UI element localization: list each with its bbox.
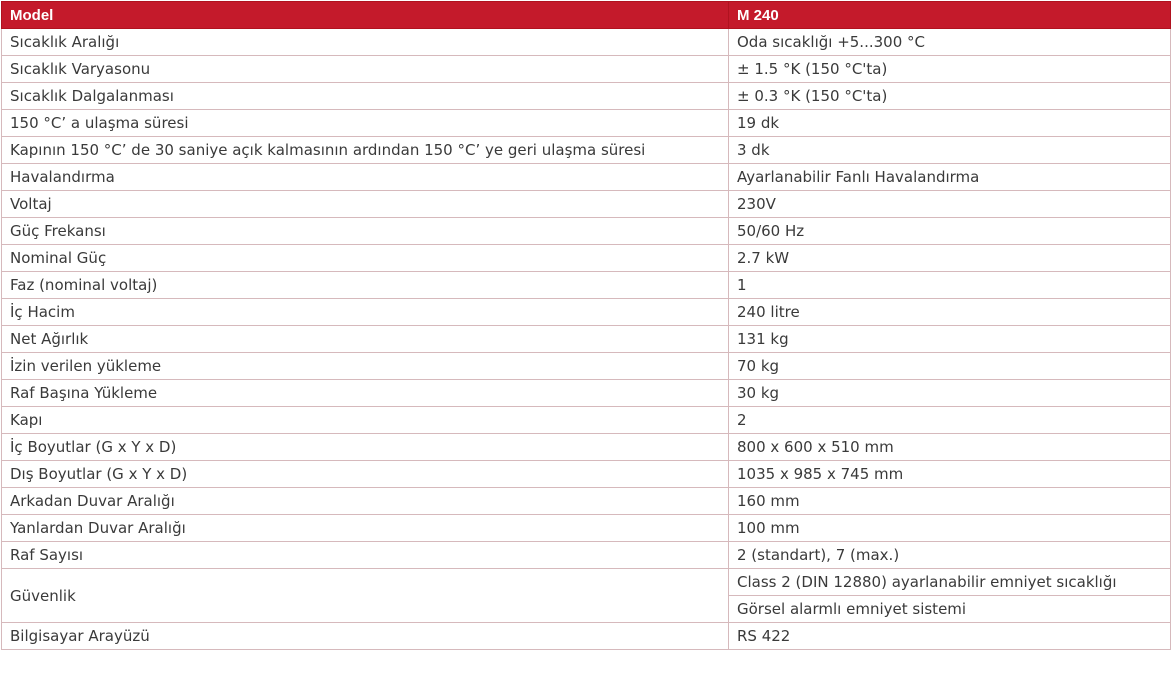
spec-table	[1, 1, 1171, 650]
row-label: Sıcaklık Dalgalanması	[2, 83, 729, 110]
table-row-security	[2, 569, 1171, 596]
row-value: 19 dk	[729, 110, 1171, 137]
table-row	[2, 110, 1171, 137]
row-value: 131 kg	[729, 326, 1171, 353]
table-row	[2, 83, 1171, 110]
row-label: Nominal Güç	[2, 245, 729, 272]
table-row	[2, 380, 1171, 407]
row-value: 30 kg	[729, 380, 1171, 407]
row-value: ± 1.5 °K (150 °C'ta)	[729, 56, 1171, 83]
table-row	[2, 29, 1171, 56]
header-model-label: Model	[2, 2, 729, 29]
spec-table-header	[2, 2, 1171, 29]
spec-table-body	[2, 29, 1171, 650]
table-row	[2, 164, 1171, 191]
row-label: Yanlardan Duvar Aralığı	[2, 515, 729, 542]
row-value: Oda sıcaklığı +5...300 °C	[729, 29, 1171, 56]
row-value: 50/60 Hz	[729, 218, 1171, 245]
table-row	[2, 461, 1171, 488]
row-label: Kapının 150 °C’ de 30 saniye açık kalmasının ardından 150 °C’ ye geri ulaşma süresi	[2, 137, 729, 164]
row-value: ± 0.3 °K (150 °C'ta)	[729, 83, 1171, 110]
table-row	[2, 515, 1171, 542]
row-label: Havalandırma	[2, 164, 729, 191]
row-value: 1	[729, 272, 1171, 299]
row-label: İzin verilen yükleme	[2, 353, 729, 380]
row-label: Raf Sayısı	[2, 542, 729, 569]
row-label: Raf Başına Yükleme	[2, 380, 729, 407]
table-row	[2, 299, 1171, 326]
row-label: Sıcaklık Varyasonu	[2, 56, 729, 83]
security-value-1: Class 2 (DIN 12880) ayarlanabilir emniyet sıcaklığı	[729, 569, 1171, 596]
row-label: Dış Boyutlar (G x Y x D)	[2, 461, 729, 488]
row-value: 1035 x 985 x 745 mm	[729, 461, 1171, 488]
table-row	[2, 488, 1171, 515]
table-row	[2, 245, 1171, 272]
table-row	[2, 542, 1171, 569]
table-row	[2, 137, 1171, 164]
row-label: Net Ağırlık	[2, 326, 729, 353]
row-value: RS 422	[729, 623, 1171, 650]
row-value: 230V	[729, 191, 1171, 218]
row-label: Kapı	[2, 407, 729, 434]
row-value: 240 litre	[729, 299, 1171, 326]
row-label: İç Boyutlar (G x Y x D)	[2, 434, 729, 461]
row-label: Bilgisayar Arayüzü	[2, 623, 729, 650]
table-row	[2, 434, 1171, 461]
row-label: İç Hacim	[2, 299, 729, 326]
table-row	[2, 218, 1171, 245]
row-value: Ayarlanabilir Fanlı Havalandırma	[729, 164, 1171, 191]
row-label: 150 °C’ a ulaşma süresi	[2, 110, 729, 137]
security-value-2: Görsel alarmlı emniyet sistemi	[729, 596, 1171, 623]
table-row	[2, 326, 1171, 353]
table-row	[2, 353, 1171, 380]
row-value: 800 x 600 x 510 mm	[729, 434, 1171, 461]
security-label: Güvenlik	[2, 569, 729, 623]
row-label: Sıcaklık Aralığı	[2, 29, 729, 56]
row-value: 160 mm	[729, 488, 1171, 515]
table-row	[2, 623, 1171, 650]
table-row	[2, 407, 1171, 434]
header-model-value: M 240	[729, 2, 1171, 29]
row-label: Arkadan Duvar Aralığı	[2, 488, 729, 515]
row-value: 3 dk	[729, 137, 1171, 164]
row-value: 2.7 kW	[729, 245, 1171, 272]
table-row	[2, 272, 1171, 299]
row-label: Güç Frekansı	[2, 218, 729, 245]
header-row	[2, 2, 1171, 29]
row-label: Voltaj	[2, 191, 729, 218]
table-row	[2, 191, 1171, 218]
table-row	[2, 56, 1171, 83]
row-label: Faz (nominal voltaj)	[2, 272, 729, 299]
row-value: 100 mm	[729, 515, 1171, 542]
row-value: 70 kg	[729, 353, 1171, 380]
row-value: 2 (standart), 7 (max.)	[729, 542, 1171, 569]
row-value: 2	[729, 407, 1171, 434]
